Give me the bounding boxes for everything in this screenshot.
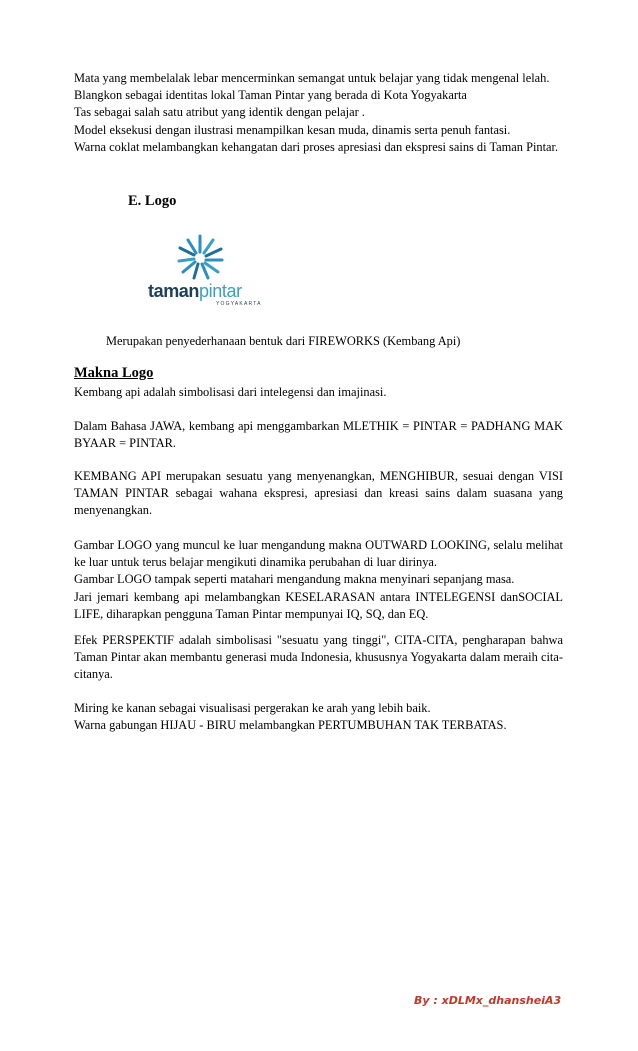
logo-word-pintar: pintar	[199, 281, 242, 301]
intro-line: Mata yang membelalak lebar mencerminkan semangat untuk belajar yang tidak mengenal lelah.	[74, 71, 550, 85]
logo-subtitle: YOGYAKARTA	[216, 301, 262, 307]
author-signature: By : xDLMx_dhansheiA3	[414, 994, 562, 1007]
paragraph-text: Dalam Bahasa JAWA, kembang api menggambarkan MLETHIK = PINTAR = PADHANG MAK BYAAR = PINTAR.	[74, 419, 563, 451]
paragraph-text: Gambar LOGO yang muncul ke luar mengandung makna OUTWARD LOOKING, selalu melihat ke luar untuk terus belajar mengikuti dinamika perubahan di luar dirinya.	[74, 538, 563, 570]
logo-word-taman: taman	[148, 281, 200, 301]
paragraph	[74, 700, 563, 734]
section-heading-logo: E. Logo	[128, 193, 177, 209]
intro-line: Model eksekusi dengan ilustrasi menampilkan kesan muda, dinamis serta penuh fantasi.	[74, 122, 511, 137]
paragraph-text: Efek PERSPEKTIF adalah simbolisasi "sesuatu yang tinggi", CITA-CITA, pengharapan bahwa Taman Pintar akan membantu generasi muda Indonesia, khususnya Yogyakarta dalam meraih cita-citanya.	[74, 633, 563, 682]
intro-line: Warna coklat melambangkan kehangatan dari proses apresiasi dan ekspresi sains di Taman Pintar.	[74, 139, 559, 154]
paragraph-text: Kembang api adalah simbolisasi dari intelegensi dan imajinasi.	[74, 385, 387, 399]
paragraph	[74, 468, 563, 520]
taman-pintar-logo	[148, 234, 268, 314]
intro-section	[74, 70, 563, 156]
paragraph	[74, 384, 563, 401]
paragraph-text: Jari jemari kembang api melambangkan KESELARASAN antara INTELEGENSI danSOCIAL LIFE, diharapkan pengguna Taman Pintar mempunyai IQ, SQ, dan EQ.	[74, 589, 563, 621]
paragraph-text: KEMBANG API merupakan sesuatu yang menyenangkan, MENGHIBUR, sesuai dengan VISI TAMAN PINTAR sebagai wahana ekspresi, apresiasi dan kreasi sains dalam suasana yang menyenangkan.	[74, 469, 563, 518]
paragraph-text: Gambar LOGO tampak seperti matahari mengandung makna menyinari sepanjang masa.	[74, 572, 515, 587]
paragraph	[74, 537, 563, 623]
paragraph	[74, 632, 563, 684]
paragraph-text: Miring ke kanan sebagai visualisasi pergerakan ke arah yang lebih baik.	[74, 701, 431, 715]
section-heading-makna-logo: Makna Logo	[74, 365, 154, 381]
logo-description: Merupakan penyederhanaan bentuk dari FIREWORKS (Kembang Api)	[106, 334, 461, 348]
intro-line: Tas sebagai salah satu atribut yang identik dengan pelajar .	[74, 105, 365, 120]
logo-wordmark	[148, 281, 242, 301]
paragraph-text: Warna gabungan HIJAU - BIRU melambangkan PERTUMBUHAN TAK TERBATAS.	[74, 718, 507, 733]
intro-line: Blangkon sebagai identitas lokal Taman Pintar yang berada di Kota Yogyakarta	[74, 88, 467, 103]
fireworks-icon	[170, 234, 230, 284]
paragraph	[74, 418, 563, 452]
